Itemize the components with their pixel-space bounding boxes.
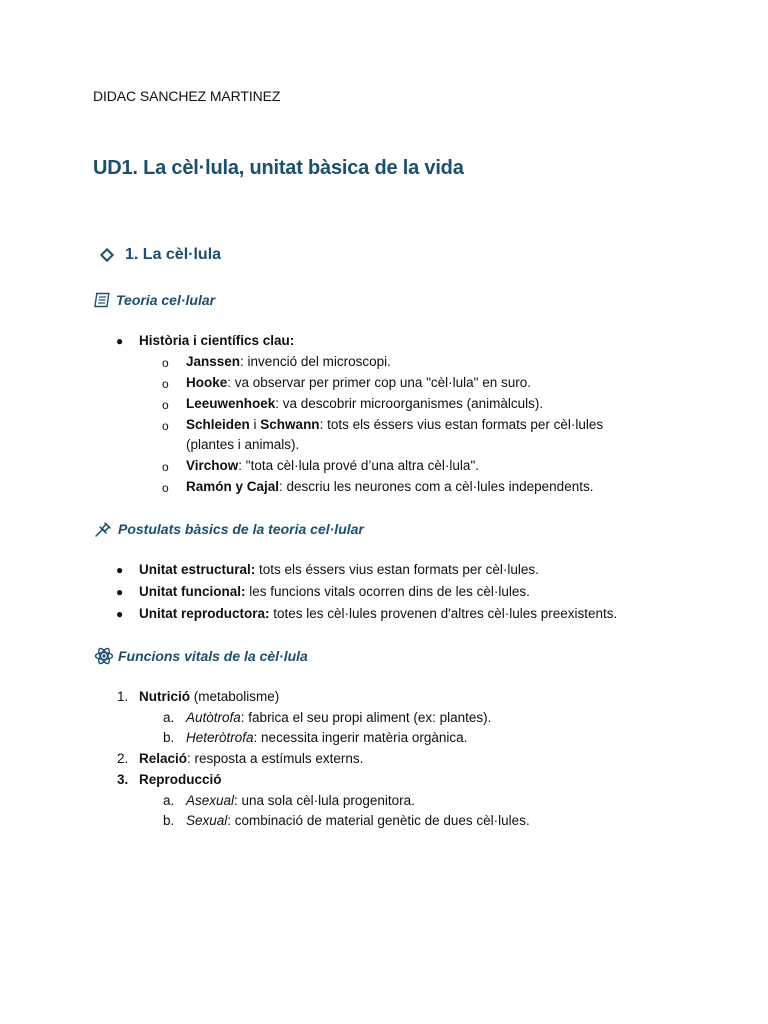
bullet-circle-icon: o [162,460,169,474]
list-item: Sexual: combinació de material genètic de dues cèl·lules. [186,813,530,828]
bullet-circle-icon: o [162,356,169,370]
bullet-disc-icon: ● [116,563,124,577]
subheading-funcions-text: Funcions vitals de la cèl·lula [118,648,308,664]
ledger-icon [94,292,112,308]
bullet-disc-icon: ● [116,334,124,348]
author-name: DIDAC SANCHEZ MARTINEZ [93,88,281,104]
bullet-circle-icon: o [162,398,169,412]
list-letter: b. [163,813,175,828]
section-heading [100,246,221,264]
diamond-icon [100,248,114,262]
list-item: Unitat funcional: les funcions vitals ocorren dins de les cèl·lules. [139,584,530,599]
atom-icon [94,647,114,665]
section-heading-text: 1. La cèl·lula [125,246,222,263]
list-item: Autòtrofa: fabrica el seu propi aliment (ex: plantes). [186,710,492,725]
list-number: 3. [117,772,129,787]
list-item: Hooke: va observar per primer cop una "cèl·lula" en suro. [186,375,531,390]
list-item: Reproducció [139,772,222,787]
list-item: Janssen: invenció del microscopi. [186,354,391,369]
list-item: Asexual: una sola cèl·lula progenitora. [186,793,415,808]
list-number: 2. [117,751,129,766]
bullet-disc-icon: ● [116,607,124,621]
list-item: Relació: resposta a estímuls externs. [139,751,364,766]
list-item: Virchow: "tota cèl·lula prové d’una altra cèl·lula". [186,458,479,473]
subheading-teoria-text: Teoria cel·lular [116,292,216,308]
bullet-circle-icon: o [162,419,169,433]
list-item: Schleiden i Schwann: tots els éssers vius estan formats per cèl·lules [186,417,604,432]
list-item-continuation: (plantes i animals). [186,437,300,452]
list-item: Heteròtrofa: necessita ingerir matèria orgànica. [186,730,468,745]
subheading-teoria [94,292,215,308]
subheading-funcions [94,647,308,665]
subheading-postulats-text: Postulats bàsics de la teoria cel·lular [118,521,364,537]
list-item: Nutrició (metabolisme) [139,689,280,704]
list-letter: a. [163,793,175,808]
pushpin-icon [94,520,114,538]
document-title: UD1. La cèl·lula, unitat bàsica de la vida [93,157,464,179]
list-item: Unitat estructural: tots els éssers vius estan formats per cèl·lules. [139,562,539,577]
list-item: Leeuwenhoek: va descobrir microorganismes (animàlculs). [186,396,544,411]
bullet-disc-icon: ● [116,585,124,599]
list-item: Unitat reproductora: totes les cèl·lules provenen d'altres cèl·lules preexistents. [139,606,618,621]
list-number: 1. [117,689,129,704]
list-letter: a. [163,710,175,725]
list-item: Ramón y Cajal: descriu les neurones com a cèl·lules independents. [186,479,594,494]
list-letter: b. [163,730,175,745]
bullet-circle-icon: o [162,481,169,495]
subheading-postulats [94,520,364,538]
list-item: Història i científics clau: [139,333,295,348]
bullet-circle-icon: o [162,377,169,391]
